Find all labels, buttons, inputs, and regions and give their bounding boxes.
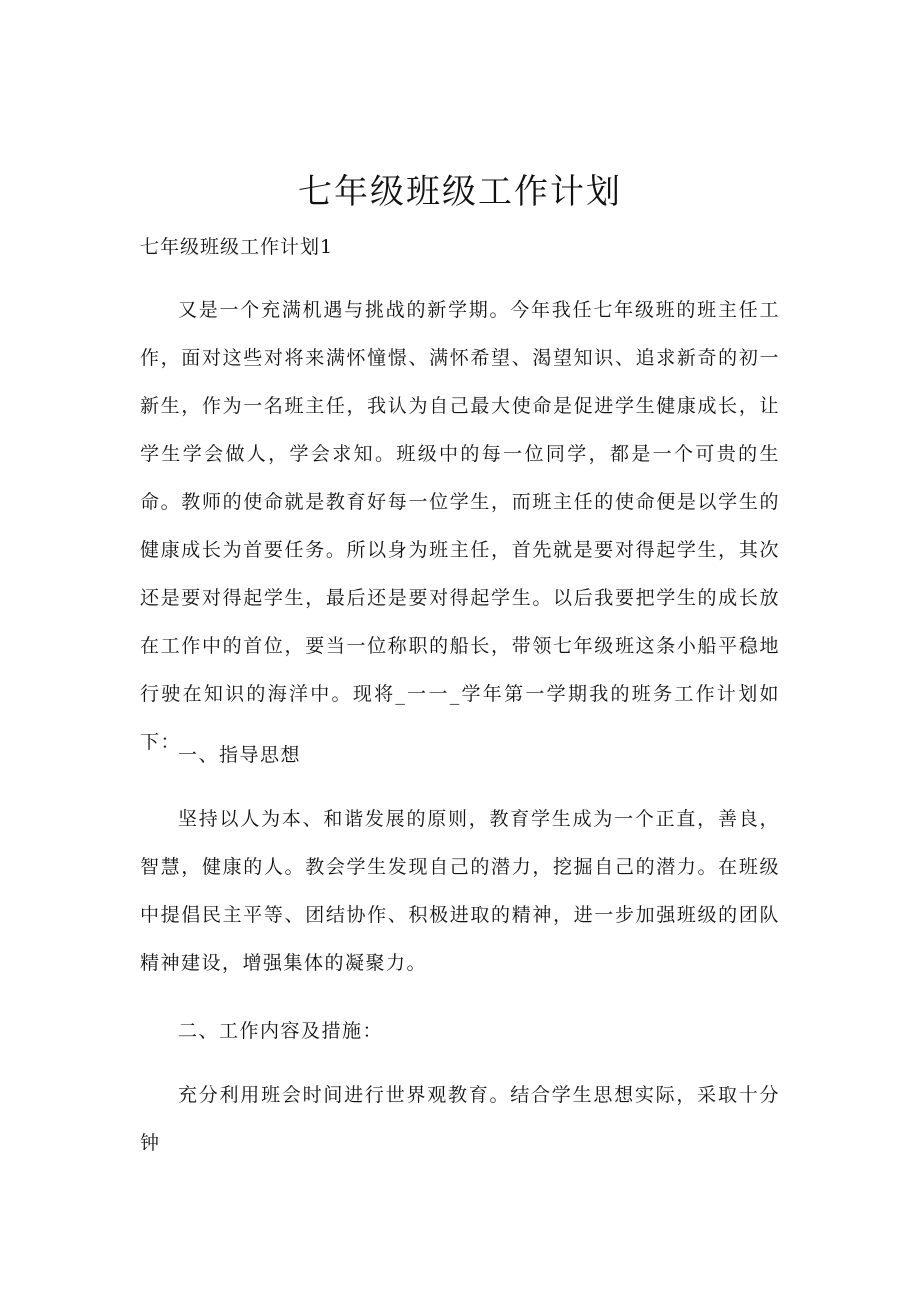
intro-paragraph: 又是一个充满机遇与挑战的新学期。今年我任七年级班的班主任工作，面对这些对将来满怀憧憬、满怀希望、渴望知识、追求新奇的初一新生，作为一名班主任，我认为自己最大使命是促进学生健康成长，让学生学会做人，学会求知。班级中的每一位同学，都是一个可贵的生命。教师的使命就是教育好每一位学生，而班主任的使命便是以学生的健康成长为首要任务。所以身为班主任，首先就是要对得起学生，其次还是要对得起学生，最后还是要对得起学生。以后我要把学生的成长放在工作中的首位，要当一位称职的船长，带领七年级班这条小船平稳地行驶在知识的海洋中。现将_一一_学年第一学期我的班务工作计划如下： bbox=[140, 299, 780, 753]
section-paragraph-guiding-ideology: 坚持以人为本、和谐发展的原则，教育学生成为一个正直，善良，智慧，健康的人。教会学生发现自己的潜力，挖掘自己的潜力。在班级中提倡民主平等、团结协作、积极进取的精神，进一步加强班级的团队精神建设，增强集体的凝聚力。 bbox=[140, 808, 780, 974]
section-heading-guiding-ideology: 一、指导思想 bbox=[178, 744, 302, 766]
document-subtitle: 七年级班级工作计划1 bbox=[140, 236, 334, 258]
section-paragraph-work-content: 充分利用班会时间进行世界观教育。结合学生思想实际，采取十分钟 bbox=[140, 1084, 780, 1154]
section-heading-work-content: 二、工作内容及措施： bbox=[178, 1020, 384, 1042]
document-title: 七年级班级工作计划 bbox=[298, 172, 622, 212]
